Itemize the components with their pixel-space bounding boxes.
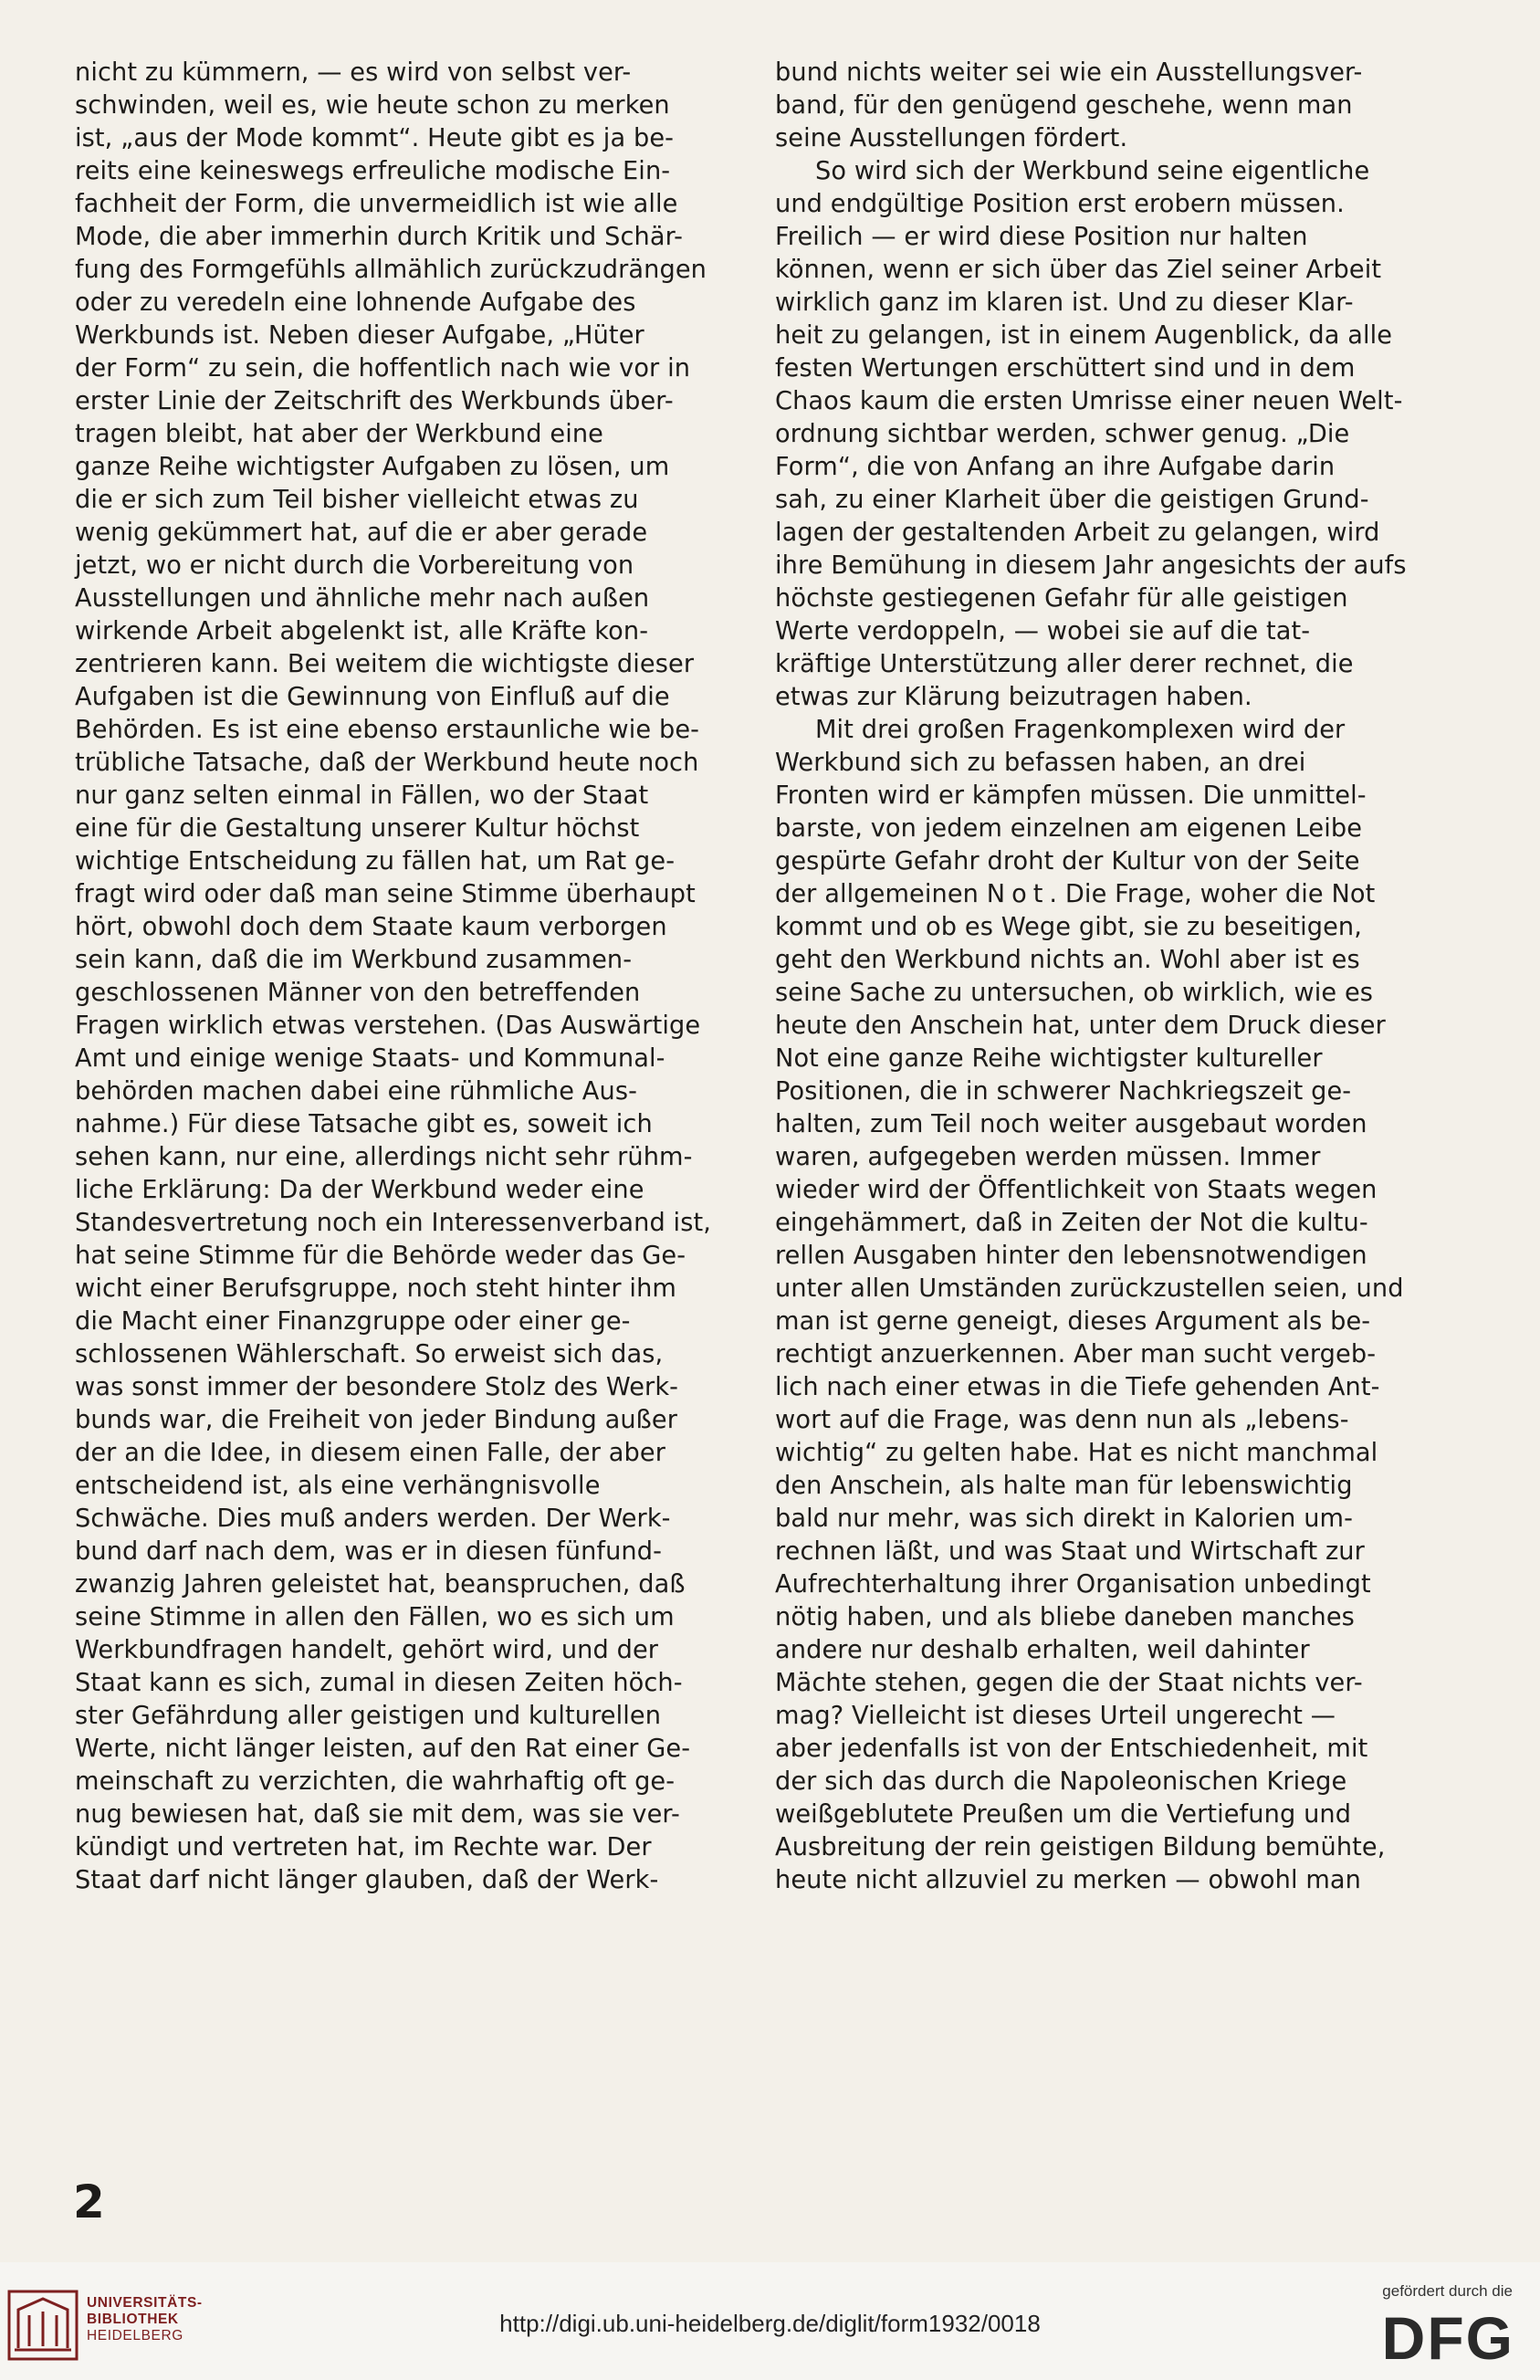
text-line: nur ganz selten einmal in Fällen, wo der Staat <box>75 781 649 810</box>
paragraph-right-3-line: Mit drei großen Fragenkomplexen wird der <box>815 716 1346 744</box>
not-line-suffix: . Die Frage, woher die Not <box>1049 880 1376 908</box>
text-line: Schwäche. Dies muß anders werden. Der Werk- <box>75 1505 671 1533</box>
text-line: trübliche Tatsache, daß der Werkbund heute noch <box>75 749 699 777</box>
text-line: wichtige Entscheidung zu fällen hat, um Rat ge- <box>75 847 676 875</box>
text-line: lagen der gestaltenden Arbeit zu gelangen, wird <box>775 519 1380 547</box>
text-line: wichtig“ zu gelten habe. Hat es nicht manchmal <box>775 1439 1378 1467</box>
text-line: Positionen, die in schwerer Nachkriegszeit ge- <box>775 1077 1352 1106</box>
text-line: zentrieren kann. Bei weitem die wichtigste dieser <box>75 650 695 678</box>
text-line: oder zu veredeln eine lohnende Aufgabe des <box>75 288 636 317</box>
library-line-1: UNIVERSITÄTS- <box>87 2295 203 2311</box>
text-line: wieder wird der Öffentlichkeit von Staats wegen <box>775 1176 1378 1204</box>
text-line: schwinden, weil es, wie heute schon zu merken <box>75 91 670 120</box>
text-line: der an die Idee, in diesem einen Falle, der aber <box>75 1439 665 1467</box>
text-line: andere nur deshalb erhalten, weil dahinter <box>775 1636 1310 1664</box>
text-line: geht den Werkbund nichts an. Wohl aber ist es <box>775 946 1360 974</box>
text-line: ster Gefährdung aller geistigen und kulturellen <box>75 1702 662 1730</box>
text-line: wenig gekümmert hat, auf die er aber gerade <box>75 519 648 547</box>
text-line: kündigt und vertreten hat, im Rechte war. Der <box>75 1833 652 1861</box>
text-line: aber jedenfalls ist von der Entschiedenheit, mit <box>775 1735 1368 1763</box>
text-line: entscheidend ist, als eine verhängnisvolle <box>75 1472 601 1500</box>
text-line: wirklich ganz im klaren ist. Und zu dieser Klar- <box>775 288 1354 317</box>
text-line: Standesvertretung noch ein Interessenverband ist, <box>75 1209 711 1237</box>
text-line: Fragen wirklich etwas verstehen. (Das Auswärtige <box>75 1012 701 1040</box>
text-line: man ist gerne geneigt, dieses Argument als be- <box>775 1307 1371 1336</box>
text-line: eine für die Gestaltung unserer Kultur höchst <box>75 814 640 843</box>
text-line: nahme.) Für diese Tatsache gibt es, soweit ich <box>75 1110 653 1138</box>
text-line: fachheit der Form, die unvermeidlich ist wie alle <box>75 190 678 218</box>
text-line: rellen Ausgaben hinter den lebensnotwendigen <box>775 1242 1367 1270</box>
text-line: Not eine ganze Reihe wichtigster kultureller <box>775 1044 1323 1073</box>
footer-bar <box>0 2262 1540 2380</box>
funding-caption: gefördert durch die <box>1382 2282 1513 2300</box>
text-line: Mächte stehen, gegen die der Staat nichts ver- <box>775 1669 1363 1697</box>
text-line: barste, von jedem einzelnen am eigenen Leibe <box>775 814 1363 843</box>
text-line: etwas zur Klärung beizutragen haben. <box>775 683 1252 711</box>
text-line: Ausbreitung der rein geistigen Bildung bemühte, <box>775 1833 1386 1861</box>
text-line: nug bewiesen hat, daß sie mit dem, was sie ver- <box>75 1800 680 1829</box>
text-line: weißgeblutete Preußen um die Vertiefung und <box>775 1800 1352 1829</box>
text-line: festen Wertungen erschüttert sind und in dem <box>775 354 1356 383</box>
text-line: rechnen läßt, und was Staat und Wirtschaft zur <box>775 1537 1365 1566</box>
text-line: reits eine keineswegs erfreuliche modische Ein- <box>75 157 671 185</box>
text-line: heit zu gelangen, ist in einem Augenblick, da alle <box>775 321 1393 350</box>
text-line: geschlossenen Männer von den betreffenden <box>75 979 641 1007</box>
text-line: hört, obwohl doch dem Staate kaum verborgen <box>75 913 667 941</box>
text-line: Werte, nicht länger leisten, auf den Rat einer Ge- <box>75 1735 691 1763</box>
text-line: zwanzig Jahren geleistet hat, beanspruchen, daß <box>75 1570 686 1599</box>
text-line: kräftige Unterstützung aller derer rechnet, die <box>775 650 1354 678</box>
text-line: seine Stimme in allen den Fällen, wo es sich um <box>75 1603 675 1631</box>
library-line-2: BIBLIOTHEK <box>87 2312 179 2327</box>
text-line: ihre Bemühung in diesem Jahr angesichts der aufs <box>775 551 1407 580</box>
text-line: meinschaft zu verzichten, die wahrhaftig oft ge- <box>75 1767 676 1796</box>
library-line-3: HEIDELBERG <box>87 2328 183 2343</box>
text-line: heute den Anschein hat, unter dem Druck dieser <box>775 1012 1386 1040</box>
not-emphasis: Not <box>986 880 1050 908</box>
text-line: was sonst immer der besondere Stolz des Werk- <box>75 1373 679 1401</box>
text-line: Werte verdoppeln, — wobei sie auf die tat- <box>775 617 1311 645</box>
text-line: sein kann, daß die im Werkbund zusammen- <box>75 946 633 974</box>
text-line: wort auf die Frage, was denn nun als „lebens- <box>775 1406 1349 1434</box>
text-line: tragen bleibt, hat aber der Werkbund eine <box>75 420 604 448</box>
text-line: seine Ausstellungen fördert. <box>775 124 1128 152</box>
text-line: die Macht einer Finanzgruppe oder einer ge- <box>75 1307 631 1336</box>
paragraph-right-2 <box>775 155 1441 714</box>
text-line: fragt wird oder daß man seine Stimme überhaupt <box>75 880 696 908</box>
text-line: Werkbundfragen handelt, gehört wird, und der <box>75 1636 659 1664</box>
text-line: Fronten wird er kämpfen müssen. Die unmittel- <box>775 781 1367 810</box>
text-line: halten, zum Teil noch weiter ausgebaut worden <box>775 1110 1367 1138</box>
text-line: der Form“ zu sein, die hoffentlich nach wie vor in <box>75 354 691 383</box>
text-line: band, für den genügend geschehe, wenn man <box>775 91 1353 120</box>
text-line: waren, aufgegeben werden müssen. Immer <box>775 1143 1321 1171</box>
text-line: können, wenn er sich über das Ziel seiner Arbeit <box>775 256 1382 284</box>
text-line: Aufrechterhaltung ihrer Organisation unbedingt <box>775 1570 1371 1599</box>
text-line: höchste gestiegenen Gefahr für alle geistigen <box>775 584 1348 613</box>
text-line: lich nach einer etwas in die Tiefe gehenden Ant- <box>775 1373 1380 1401</box>
text-line: Chaos kaum die ersten Umrisse einer neuen Welt- <box>775 387 1403 415</box>
text-line: Form“, die von Anfang an ihre Aufgabe darin <box>775 453 1336 481</box>
text-line: und endgültige Position erst erobern müssen. <box>775 190 1345 218</box>
text-line: fung des Formgefühls allmählich zurückzudrängen <box>75 256 707 284</box>
text-line: ist, „aus der Mode kommt“. Heute gibt es ja be- <box>75 124 675 152</box>
text-column-left <box>75 57 741 1897</box>
text-line: mag? Vielleicht ist dieses Urteil ungerecht — <box>775 1702 1336 1730</box>
text-line: liche Erklärung: Da der Werkbund weder eine <box>75 1176 644 1204</box>
text-line: nötig haben, und als bliebe daneben manches <box>775 1603 1355 1631</box>
text-line: sehen kann, nur eine, allerdings nicht sehr rühm- <box>75 1143 693 1171</box>
text-line: erster Linie der Zeitschrift des Werkbunds über- <box>75 387 674 415</box>
text-line: heute nicht allzuviel zu merken — obwohl man <box>775 1866 1362 1894</box>
dfg-logo: DFG <box>1381 2304 1514 2372</box>
text-line: ganze Reihe wichtigster Aufgaben zu lösen, um <box>75 453 670 481</box>
text-line: So wird sich der Werkbund seine eigentliche <box>815 157 1370 185</box>
text-line: unter allen Umständen zurückzustellen seien, und <box>775 1274 1404 1303</box>
text-line: Behörden. Es ist eine ebenso erstaunliche wie be- <box>75 716 700 744</box>
text-line: gespürte Gefahr droht der Kultur von der Seite <box>775 847 1360 875</box>
text-line: seine Sache zu untersuchen, ob wirklich, wie es <box>775 979 1374 1007</box>
text-line: kommt und ob es Wege gibt, sie zu beseitigen, <box>775 913 1362 941</box>
text-line: Werkbunds ist. Neben dieser Aufgabe, „Hüter <box>75 321 644 350</box>
text-line: schlossenen Wählerschaft. So erweist sich das, <box>75 1340 664 1368</box>
source-url-link[interactable]: http://digi.ub.uni-heidelberg.de/diglit/form1932/0018 <box>499 2310 1041 2337</box>
text-line: eingehämmert, daß in Zeiten der Not die kultu- <box>775 1209 1368 1237</box>
text-line: nicht zu kümmern, — es wird von selbst ver- <box>75 58 632 87</box>
text-line: bunds war, die Freiheit von jeder Bindung außer <box>75 1406 678 1434</box>
text-line: die er sich zum Teil bisher vielleicht etwas zu <box>75 486 639 514</box>
text-line: Werkbund sich zu befassen haben, an drei <box>775 749 1306 777</box>
text-line: behörden machen dabei eine rühmliche Aus- <box>75 1077 637 1106</box>
text-line: wicht einer Berufsgruppe, noch steht hinter ihm <box>75 1274 677 1303</box>
text-line: bund darf nach dem, was er in diesen fünfund- <box>75 1537 663 1566</box>
text-line: Staat darf nicht länger glauben, daß der Werk- <box>75 1866 659 1894</box>
text-line: rechtigt anzuerkennen. Aber man sucht vergeb- <box>775 1340 1377 1368</box>
text-line: wirkende Arbeit abgelenkt ist, alle Kräfte kon- <box>75 617 649 645</box>
text-line: bald nur mehr, was sich direkt in Kalorien um- <box>775 1505 1354 1533</box>
text-line: Aufgaben ist die Gewinnung von Einfluß auf die <box>75 683 670 711</box>
text-line: hat seine Stimme für die Behörde weder das Ge- <box>75 1242 686 1270</box>
text-line: sah, zu einer Klarheit über die geistigen Grund- <box>775 486 1369 514</box>
text-line: der sich das durch die Napoleonischen Kriege <box>775 1767 1347 1796</box>
text-column-right <box>775 57 1441 1897</box>
paragraph-right-3 <box>775 714 1441 1897</box>
text-line: Ausstellungen und ähnliche mehr nach außen <box>75 584 650 613</box>
not-line-prefix: der allgemeinen <box>775 880 987 908</box>
text-line: den Anschein, als halte man für lebenswichtig <box>775 1472 1353 1500</box>
text-line: Staat kann es sich, zumal in diesen Zeiten höch- <box>75 1669 683 1697</box>
text-line: bund nichts weiter sei wie ein Ausstellungsver- <box>775 58 1363 87</box>
text-line: Amt und einige wenige Staats- und Kommunal- <box>75 1044 665 1073</box>
text-line: jetzt, wo er nicht durch die Vorbereitung von <box>75 551 634 580</box>
paragraph-left <box>75 57 741 1897</box>
text-line: ordnung sichtbar werden, schwer genug. „Die <box>775 420 1350 448</box>
paragraph-right-1 <box>775 57 1441 155</box>
page-number: 2 <box>73 2176 105 2228</box>
text-line: Freilich — er wird diese Position nur halten <box>775 223 1308 251</box>
text-line: Mode, die aber immerhin durch Kritik und Schär- <box>75 223 684 251</box>
